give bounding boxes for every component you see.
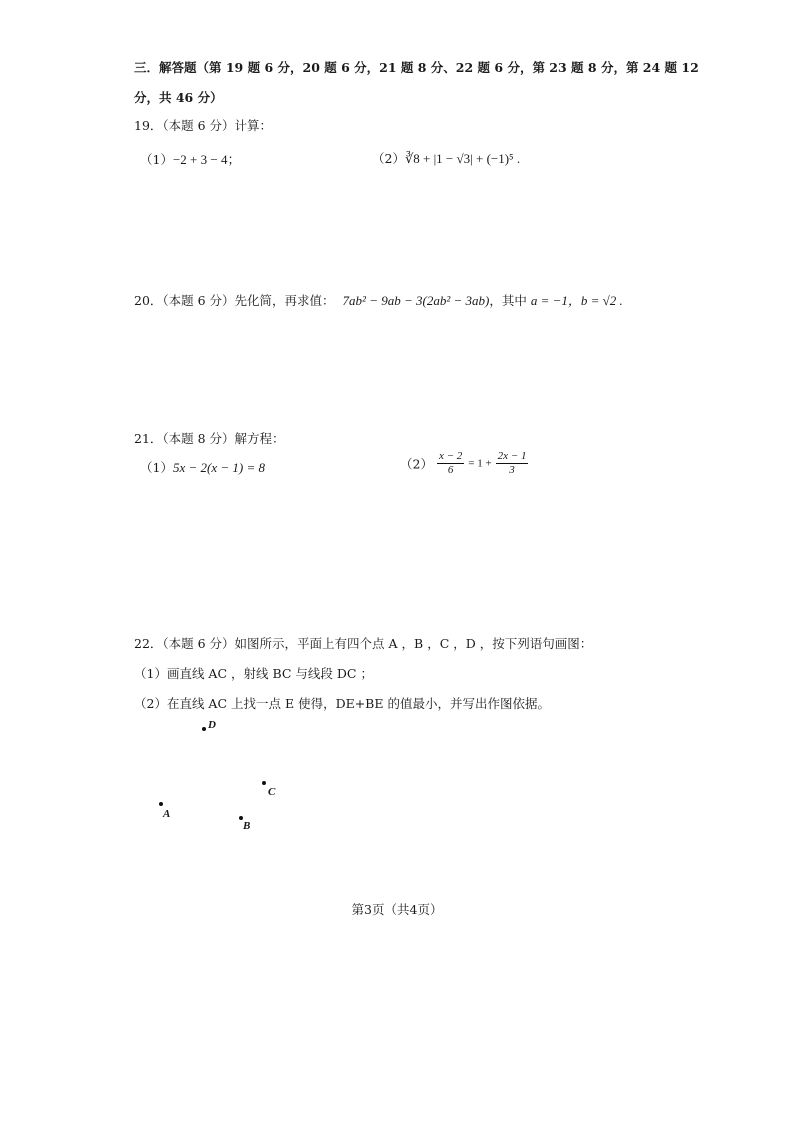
question-20: [134, 290, 623, 309]
point-c-dot: [262, 781, 266, 785]
math-expression: 5x − 2(x − 1) = 8: [172, 460, 265, 475]
part-label: （1）: [140, 152, 173, 167]
condition-expression: a = −1，b = √2 .: [530, 293, 623, 308]
part-label: （2）: [372, 151, 405, 166]
condition-prefix: ，其中: [489, 293, 527, 308]
question-19-part2: [372, 149, 520, 167]
point-a-dot: [159, 802, 163, 806]
part-label: （1）: [140, 460, 173, 475]
question-19-header: 19．（本题 6 分）计算：: [134, 118, 273, 133]
denominator: 3: [509, 464, 515, 476]
point-d-dot: [202, 727, 206, 731]
question-22-item2: （2）在直线 AC 上找一点 E 使得，DE+BE 的值最小，并写出作图依据。: [134, 696, 550, 711]
math-expression: ∛8 + |1 − √3| + (−1)⁵ .: [404, 151, 521, 166]
page-number: 第3页（共4页）: [351, 902, 443, 917]
question-19-part1: [140, 149, 240, 168]
question-20-header: 20．（本题 6 分）先化简，再求值：: [134, 293, 335, 308]
numerator: x − 2: [438, 450, 463, 462]
math-expression: −2 + 3 − 4；: [172, 152, 241, 167]
fraction-left: [437, 450, 464, 477]
section-heading: 三．解答题（第 19 题 6 分，20 题 6 分，21 题 8 分、22 题 6 分，第 23 题 8 分，第 24 题 12: [134, 60, 699, 75]
numerator: 2x − 1: [497, 450, 527, 462]
point-d-label: D: [208, 719, 216, 731]
point-a-label: A: [163, 808, 171, 820]
question-22-header: 22．（本题 6 分）如图所示，平面上有四个点 A ，B ，C ，D ，按下列语句画图：: [134, 636, 593, 651]
equation-middle: = 1 +: [468, 457, 492, 470]
fraction-right: [496, 450, 529, 477]
math-expression: 7ab² − 9ab − 3(2ab² − 3ab): [342, 293, 490, 308]
denominator: 6: [447, 464, 454, 476]
question-22-item1: （1）画直线 AC ，射线 BC 与线段 DC ；: [134, 666, 373, 681]
section-heading-cont: 分，共 46 分）: [134, 90, 223, 105]
point-c-label: C: [268, 786, 276, 798]
question-21-part2: [400, 450, 528, 477]
question-21-part1: [140, 458, 265, 476]
part-label: （2）: [400, 456, 433, 472]
question-21-header: 21．（本题 8 分）解方程：: [134, 431, 285, 446]
point-b-label: B: [243, 820, 251, 832]
